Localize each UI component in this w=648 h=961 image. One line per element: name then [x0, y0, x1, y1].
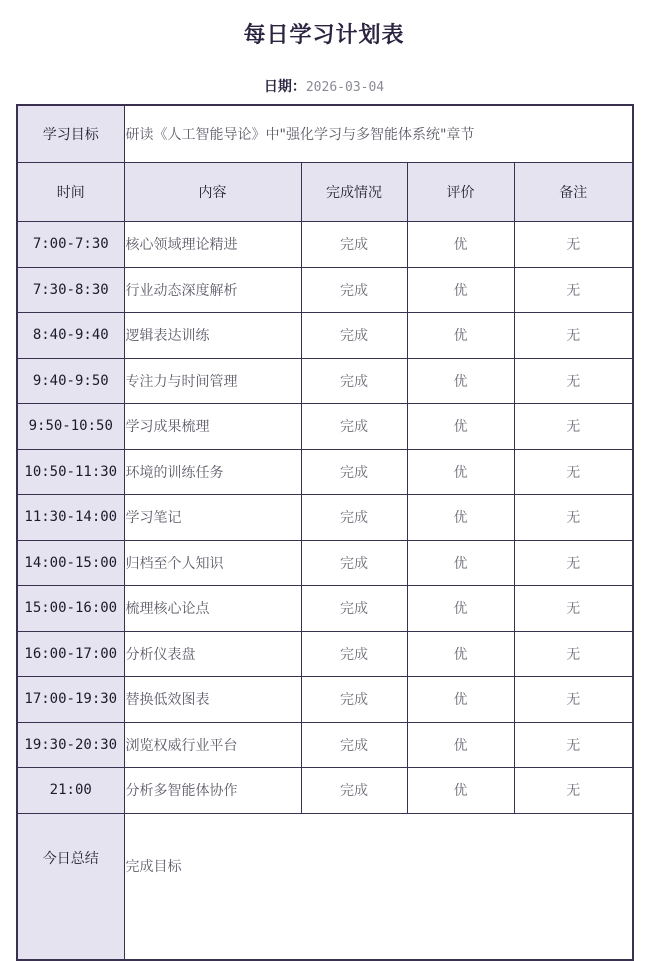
content-cell: 专注力与时间管理	[124, 358, 301, 404]
time-cell: 7:30-8:30	[17, 267, 124, 313]
table-row	[17, 677, 633, 723]
rating-cell: 优	[407, 677, 514, 723]
table-row	[17, 313, 633, 359]
table-row	[17, 358, 633, 404]
time-cell: 14:00-15:00	[17, 540, 124, 586]
date-line	[0, 76, 648, 96]
content-cell: 学习成果梳理	[124, 404, 301, 450]
time-cell: 16:00-17:00	[17, 631, 124, 677]
notes-cell: 无	[514, 267, 633, 313]
notes-cell: 无	[514, 768, 633, 814]
rating-cell: 优	[407, 722, 514, 768]
time-cell: 9:50-10:50	[17, 404, 124, 450]
status-cell: 完成	[301, 540, 407, 586]
status-cell: 完成	[301, 722, 407, 768]
date-label: 日期：	[263, 79, 306, 95]
notes-cell: 无	[514, 722, 633, 768]
time-cell: 7:00-7:30	[17, 222, 124, 268]
content-cell: 替换低效图表	[124, 677, 301, 723]
status-cell: 完成	[301, 222, 407, 268]
date-value: 2026-03-04	[305, 80, 385, 95]
column-header-row	[17, 163, 633, 222]
rating-cell: 优	[407, 540, 514, 586]
table-row	[17, 449, 633, 495]
status-cell: 完成	[301, 449, 407, 495]
time-cell: 15:00-16:00	[17, 586, 124, 632]
content-cell: 分析多智能体协作	[124, 768, 301, 814]
goal-label: 学习目标	[17, 105, 124, 163]
notes-cell: 无	[514, 586, 633, 632]
content-cell: 核心领域理论精进	[124, 222, 301, 268]
column-header-rating: 评价	[407, 163, 514, 222]
column-header-status: 完成情况	[301, 163, 407, 222]
column-header-content: 内容	[124, 163, 301, 222]
content-cell: 归档至个人知识	[124, 540, 301, 586]
rating-cell: 优	[407, 313, 514, 359]
time-cell: 11:30-14:00	[17, 495, 124, 541]
table-row	[17, 222, 633, 268]
notes-cell: 无	[514, 404, 633, 450]
time-cell: 10:50-11:30	[17, 449, 124, 495]
status-cell: 完成	[301, 267, 407, 313]
notes-cell: 无	[514, 495, 633, 541]
table-row	[17, 404, 633, 450]
column-header-notes: 备注	[514, 163, 633, 222]
rating-cell: 优	[407, 358, 514, 404]
content-cell: 分析仪表盘	[124, 631, 301, 677]
time-cell: 17:00-19:30	[17, 677, 124, 723]
table-row	[17, 540, 633, 586]
content-cell: 逻辑表达训练	[124, 313, 301, 359]
plan-table-body	[17, 105, 633, 960]
content-cell: 梳理核心论点	[124, 586, 301, 632]
table-row	[17, 722, 633, 768]
table-row	[17, 267, 633, 313]
table-row	[17, 586, 633, 632]
goal-row	[17, 105, 633, 163]
content-cell: 浏览权威行业平台	[124, 722, 301, 768]
rating-cell: 优	[407, 449, 514, 495]
status-cell: 完成	[301, 313, 407, 359]
rating-cell: 优	[407, 768, 514, 814]
content-cell: 环境的训练任务	[124, 449, 301, 495]
column-header-time: 时间	[17, 163, 124, 222]
summary-text: 完成目标	[124, 813, 633, 960]
time-cell: 8:40-9:40	[17, 313, 124, 359]
status-cell: 完成	[301, 358, 407, 404]
study-plan-table	[16, 104, 634, 961]
time-cell: 19:30-20:30	[17, 722, 124, 768]
status-cell: 完成	[301, 495, 407, 541]
table-row	[17, 768, 633, 814]
notes-cell: 无	[514, 631, 633, 677]
rating-cell: 优	[407, 495, 514, 541]
status-cell: 完成	[301, 677, 407, 723]
notes-cell: 无	[514, 222, 633, 268]
content-cell: 学习笔记	[124, 495, 301, 541]
status-cell: 完成	[301, 586, 407, 632]
summary-row	[17, 813, 633, 960]
table-row	[17, 631, 633, 677]
rating-cell: 优	[407, 267, 514, 313]
rating-cell: 优	[407, 222, 514, 268]
rating-cell: 优	[407, 586, 514, 632]
rating-cell: 优	[407, 631, 514, 677]
notes-cell: 无	[514, 677, 633, 723]
table-row	[17, 495, 633, 541]
content-cell: 行业动态深度解析	[124, 267, 301, 313]
summary-label: 今日总结	[17, 813, 124, 960]
goal-text: 研读《人工智能导论》中"强化学习与多智能体系统"章节	[124, 105, 633, 163]
page-title: 每日学习计划表	[243, 23, 405, 48]
notes-cell: 无	[514, 449, 633, 495]
notes-cell: 无	[514, 313, 633, 359]
status-cell: 完成	[301, 631, 407, 677]
time-cell: 21:00	[17, 768, 124, 814]
status-cell: 完成	[301, 768, 407, 814]
notes-cell: 无	[514, 358, 633, 404]
status-cell: 完成	[301, 404, 407, 450]
rating-cell: 优	[407, 404, 514, 450]
notes-cell: 无	[514, 540, 633, 586]
time-cell: 9:40-9:50	[17, 358, 124, 404]
